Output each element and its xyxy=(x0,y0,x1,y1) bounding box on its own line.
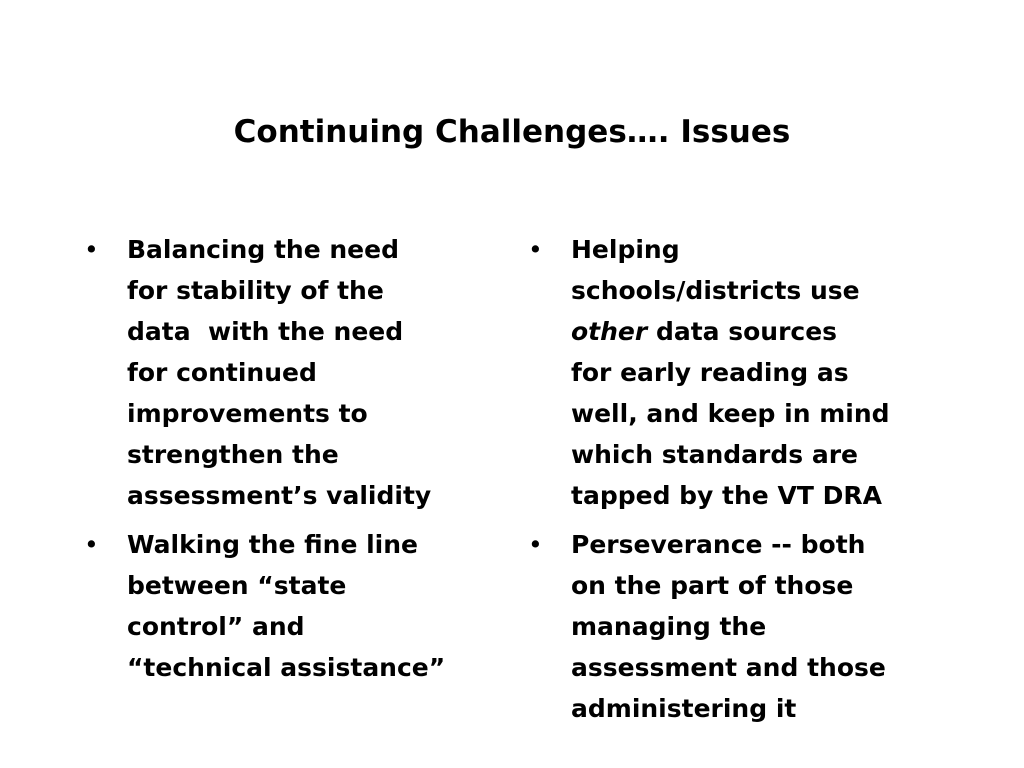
bullet-icon: • xyxy=(84,530,99,559)
bullet-line: “technical assistance” xyxy=(127,653,446,682)
bullet-line: which standards are xyxy=(571,440,859,469)
bullet-line: schools/districts use xyxy=(571,276,860,305)
bullet-line: strengthen the xyxy=(127,440,339,469)
emphasis-word: other xyxy=(571,317,648,346)
bullet-line: managing the xyxy=(571,612,767,641)
bullet-icon: • xyxy=(528,530,543,559)
bullet-line: on the part of those xyxy=(571,571,854,600)
bullet-line: well, and keep in mind xyxy=(571,399,890,428)
bullet-line: for continued xyxy=(127,358,317,387)
bullet-item-helping xyxy=(528,229,968,516)
left-bullet-list xyxy=(84,229,504,696)
bullet-line: tapped by the VT DRA xyxy=(571,481,882,510)
bullet-line: between “state xyxy=(127,571,347,600)
bullet-line: assessment and those xyxy=(571,653,886,682)
bullet-item-balancing xyxy=(84,229,504,516)
bullet-line-rest: data sources xyxy=(655,317,838,346)
bullet-line: Walking the fine line xyxy=(127,530,419,559)
bullet-item-walking xyxy=(84,524,504,688)
bullet-line: for early reading as xyxy=(571,358,849,387)
bullet-line: Helping xyxy=(571,235,680,264)
bullet-item-perseverance xyxy=(528,524,968,729)
bullet-line-with-emphasis xyxy=(571,311,968,352)
bullet-line: control” and xyxy=(127,612,305,641)
bullet-icon: • xyxy=(528,235,543,264)
bullet-line: for stability of the xyxy=(127,276,384,305)
bullet-icon: • xyxy=(84,235,99,264)
bullet-line: administering it xyxy=(571,694,797,723)
bullet-line: assessment’s validity xyxy=(127,481,432,510)
bullet-line: improvements to xyxy=(127,399,368,428)
right-bullet-list xyxy=(528,229,968,737)
bullet-line: Balancing the need xyxy=(127,235,399,264)
slide-title: Continuing Challenges…. Issues xyxy=(233,114,791,150)
bullet-line: Perseverance -- both xyxy=(571,530,866,559)
bullet-line: data with the need xyxy=(127,317,404,346)
